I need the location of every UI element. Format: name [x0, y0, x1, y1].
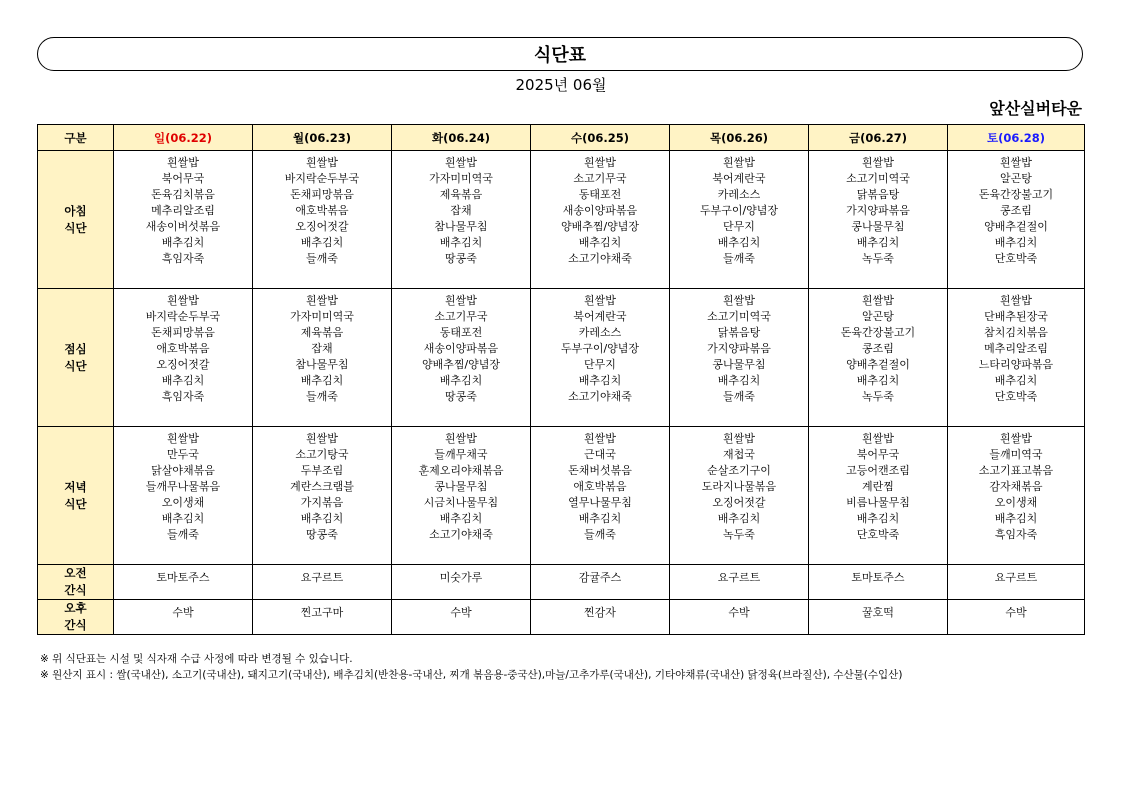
dish-item: 흰쌀밥: [167, 432, 199, 445]
dish-item: 가지볶음: [300, 496, 344, 509]
day-header-monday: 월(06.23): [253, 125, 392, 151]
dish-item: 콩조림: [1000, 204, 1032, 217]
snack-label-morning: [38, 565, 114, 600]
meal-label-text: 식단: [64, 358, 87, 373]
dish-item: 콩나물무침: [851, 220, 905, 233]
dish-item: 열무나물무침: [568, 496, 632, 509]
dish-item: 흰쌀밥: [723, 156, 755, 169]
dish-item: 두부구이/양념장: [699, 204, 779, 217]
dish-item: 단호박죽: [994, 252, 1038, 265]
snack-cell: 요구르트: [948, 565, 1085, 600]
dish-item: 흰쌀밥: [862, 432, 894, 445]
dish-item: 소고기미역국: [707, 310, 771, 323]
snack-cell: 미숫가루: [392, 565, 531, 600]
dish-item: 두부구이/양념장: [560, 342, 640, 355]
menu-cell: [670, 289, 809, 427]
menu-cell: [809, 289, 948, 427]
dish-item: 땅콩죽: [445, 252, 477, 265]
menu-cell: [392, 289, 531, 427]
dish-item: 배추김치: [439, 512, 483, 525]
dish-item: 느타리양파볶음: [978, 358, 1054, 371]
meal-label-text: 아침: [64, 203, 87, 218]
snack-cell: 찐감자: [531, 600, 670, 635]
dish-item: 녹두죽: [862, 390, 894, 403]
dish-item: 도라지나물볶음: [701, 480, 777, 493]
meal-label-lunch: [38, 289, 114, 427]
dish-item: 흰쌀밥: [862, 156, 894, 169]
dish-item: 흰쌀밥: [167, 294, 199, 307]
dish-item: 흰쌀밥: [306, 156, 338, 169]
dish-item: 메추리알조림: [151, 204, 215, 217]
dish-item: 계란찜: [862, 480, 894, 493]
menu-cell: [253, 151, 392, 289]
day-header-thursday: 목(06.26): [670, 125, 809, 151]
dish-item: 배추김치: [994, 512, 1038, 525]
meal-label-breakfast: [38, 151, 114, 289]
dish-item: 단호박죽: [994, 390, 1038, 403]
menu-cell: [948, 289, 1085, 427]
dish-item: 순살조기구이: [707, 464, 771, 477]
dish-item: 북어계란국: [573, 310, 627, 323]
dish-item: 흑임자죽: [161, 390, 205, 403]
dish-item: 양배추겉절이: [846, 358, 910, 371]
menu-cell: [670, 151, 809, 289]
dish-item: 흰쌀밥: [1000, 294, 1032, 307]
dish-item: 양배추찜/양념장: [560, 220, 640, 233]
dish-item: 배추김치: [161, 236, 205, 249]
dish-item: 북어계란국: [712, 172, 766, 185]
meal-row-lunch: [38, 289, 1085, 427]
dish-item: 시금치나물무침: [423, 496, 499, 509]
dish-item: 알곤탕: [1000, 172, 1032, 185]
dish-item: 양배추겉절이: [984, 220, 1048, 233]
menu-cell: [531, 289, 670, 427]
dish-item: 배추김치: [578, 236, 622, 249]
snack-cell: 찐고구마: [253, 600, 392, 635]
dish-item: 감자채볶음: [989, 480, 1043, 493]
dish-item: 가자미미역국: [290, 310, 354, 323]
dish-item: 제육볶음: [300, 326, 344, 339]
snack-cell: 수박: [948, 600, 1085, 635]
dish-item: 단무지: [723, 220, 755, 233]
dish-item: 흰쌀밥: [445, 432, 477, 445]
weekly-menu-table: [37, 124, 1085, 635]
dish-item: 콩나물무침: [712, 358, 766, 371]
dish-item: 오징어젓갈: [295, 220, 349, 233]
dish-item: 가지양파볶음: [846, 204, 910, 217]
snack-row-afternoon: [38, 600, 1085, 635]
meal-row-breakfast: [38, 151, 1085, 289]
dish-item: 흰쌀밥: [723, 432, 755, 445]
snack-row-morning: [38, 565, 1085, 600]
menu-cell: [114, 151, 253, 289]
dish-item: 애호박볶음: [156, 342, 210, 355]
dish-item: 오징어젓갈: [156, 358, 210, 371]
dish-item: 들깨무채국: [434, 448, 488, 461]
dish-item: 땅콩죽: [445, 390, 477, 403]
dish-item: 흰쌀밥: [306, 432, 338, 445]
dish-item: 배추김치: [439, 374, 483, 387]
dish-item: 들깨죽: [723, 390, 755, 403]
dish-item: 배추김치: [994, 374, 1038, 387]
dish-item: 돈육김치볶음: [151, 188, 215, 201]
header-row: [38, 125, 1085, 151]
dish-item: 카레소스: [578, 326, 622, 339]
dish-item: 배추김치: [717, 236, 761, 249]
dish-item: 배추김치: [994, 236, 1038, 249]
dish-item: 들깨죽: [167, 528, 199, 541]
dish-item: 애호박볶음: [573, 480, 627, 493]
menu-cell: [392, 427, 531, 565]
dish-item: 흰쌀밥: [306, 294, 338, 307]
dish-item: 들깨죽: [306, 390, 338, 403]
page-title: 식단표: [533, 45, 587, 66]
menu-cell: [670, 427, 809, 565]
meal-label-text: 점심: [64, 341, 87, 356]
day-header-friday: 금(06.27): [809, 125, 948, 151]
dish-item: 들깨죽: [584, 528, 616, 541]
dish-item: 땅콩죽: [306, 528, 338, 541]
day-header-sunday: 일(06.22): [114, 125, 253, 151]
dish-item: 동태포전: [439, 326, 483, 339]
snack-label-text: 간식: [64, 583, 87, 597]
menu-cell: [531, 151, 670, 289]
snack-cell: 요구르트: [670, 565, 809, 600]
facility-name: 앞산실버타운: [989, 99, 1082, 118]
dish-item: 들깨죽: [723, 252, 755, 265]
meal-label-dinner: [38, 427, 114, 565]
snack-label-text: 오후: [64, 601, 87, 615]
dish-item: 배추김치: [856, 236, 900, 249]
snack-cell: 토마토주스: [809, 565, 948, 600]
dish-item: 재첩국: [723, 448, 755, 461]
meal-label-text: 식단: [64, 220, 87, 235]
dish-item: 들깨죽: [306, 252, 338, 265]
dish-item: 흰쌀밥: [584, 432, 616, 445]
dish-item: 돈육간장불고기: [978, 188, 1054, 201]
dish-item: 돈채피망볶음: [290, 188, 354, 201]
dish-item: 배추김치: [717, 512, 761, 525]
dish-item: 흰쌀밥: [1000, 156, 1032, 169]
dish-item: 알곤탕: [862, 310, 894, 323]
dish-item: 배추김치: [161, 374, 205, 387]
dish-item: 오이생채: [994, 496, 1038, 509]
dish-item: 애호박볶음: [295, 204, 349, 217]
dish-item: 흑임자죽: [994, 528, 1038, 541]
dish-item: 배추김치: [717, 374, 761, 387]
dish-item: 닭볶음탕: [856, 188, 900, 201]
dish-item: 소고기미역국: [846, 172, 910, 185]
dish-item: 흑임자죽: [161, 252, 205, 265]
snack-label-text: 오전: [64, 566, 87, 580]
dish-item: 새송이버섯볶음: [145, 220, 221, 233]
dish-item: 제육볶음: [439, 188, 483, 201]
dish-item: 오징어젓갈: [712, 496, 766, 509]
dish-item: 두부조림: [300, 464, 344, 477]
snack-cell: 토마토주스: [114, 565, 253, 600]
menu-cell: [948, 427, 1085, 565]
dish-item: 근대국: [584, 448, 616, 461]
dish-item: 바지락순두부국: [145, 310, 221, 323]
dish-item: 배추김치: [578, 374, 622, 387]
dish-item: 소고기표고볶음: [978, 464, 1054, 477]
dish-item: 흰쌀밥: [584, 156, 616, 169]
day-header-wednesday: 수(06.25): [531, 125, 670, 151]
dish-item: 흰쌀밥: [167, 156, 199, 169]
dish-item: 배추김치: [439, 236, 483, 249]
dish-item: 잡채: [450, 204, 472, 217]
dish-item: 동태포전: [578, 188, 622, 201]
notes: [40, 651, 902, 683]
dish-item: 흰쌀밥: [445, 294, 477, 307]
snack-cell: 수박: [392, 600, 531, 635]
menu-cell: [392, 151, 531, 289]
menu-cell: [809, 427, 948, 565]
dish-item: 소고기야채죽: [568, 252, 632, 265]
dish-item: 흰쌀밥: [723, 294, 755, 307]
dish-item: 배추김치: [161, 512, 205, 525]
menu-cell: [253, 289, 392, 427]
dish-item: 녹두죽: [862, 252, 894, 265]
dish-item: 계란스크램블: [290, 480, 354, 493]
dish-item: 배추김치: [300, 374, 344, 387]
corner-label: 구분: [38, 125, 114, 151]
dish-item: 참나물무침: [295, 358, 349, 371]
snack-label-afternoon: [38, 600, 114, 635]
menu-cell: [531, 427, 670, 565]
dish-item: 새송이양파볶음: [562, 204, 638, 217]
dish-item: 단무지: [584, 358, 616, 371]
dish-item: 배추김치: [856, 374, 900, 387]
dish-item: 훈제오리야채볶음: [418, 464, 504, 477]
dish-item: 만두국: [167, 448, 199, 461]
dish-item: 배추김치: [300, 236, 344, 249]
dish-item: 흰쌀밥: [445, 156, 477, 169]
dish-item: 단호박죽: [856, 528, 900, 541]
snack-cell: 꿀호떡: [809, 600, 948, 635]
dish-item: 가자미미역국: [429, 172, 493, 185]
meal-label-text: 식단: [64, 496, 87, 511]
meal-row-dinner: [38, 427, 1085, 565]
dish-item: 흰쌀밥: [584, 294, 616, 307]
dish-item: 고등어캔조림: [846, 464, 910, 477]
dish-item: 북어무국: [161, 172, 205, 185]
dish-item: 양배추찜/양념장: [421, 358, 501, 371]
snack-cell: 요구르트: [253, 565, 392, 600]
dish-item: 콩조림: [862, 342, 894, 355]
menu-cell: [948, 151, 1085, 289]
dish-item: 돈채피망볶음: [151, 326, 215, 339]
dish-item: 콩나물무침: [434, 480, 488, 493]
dish-item: 돈채버섯볶음: [568, 464, 632, 477]
notice-change: ※ 위 식단표는 시설 및 식자재 수급 사정에 따라 변경될 수 있습니다.: [40, 653, 353, 665]
dish-item: 소고기야채죽: [429, 528, 493, 541]
dish-item: 소고기무국: [573, 172, 627, 185]
dish-item: 참치김치볶음: [984, 326, 1048, 339]
dish-item: 오이생채: [161, 496, 205, 509]
dish-item: 돈육간장불고기: [840, 326, 916, 339]
dish-item: 흰쌀밥: [1000, 432, 1032, 445]
menu-cell: [114, 289, 253, 427]
dish-item: 잡채: [311, 342, 333, 355]
menu-period: 2025년 06월: [515, 76, 607, 94]
dish-item: 카레소스: [717, 188, 761, 201]
snack-cell: 감귤주스: [531, 565, 670, 600]
dish-item: 단배추된장국: [984, 310, 1048, 323]
menu-cell: [114, 427, 253, 565]
dish-item: 닭볶음탕: [717, 326, 761, 339]
dish-item: 가지양파볶음: [707, 342, 771, 355]
dish-item: 배추김치: [300, 512, 344, 525]
notice-origin: ※ 원산지 표시 : 쌀(국내산), 소고기(국내산), 돼지고기(국내산), 배추김치(반찬용-국내산, 찌개 볶음용-중국산),마늘/고추가루(국내산), 기타야채류(국내산) 닭정육(브라질산), 수산물(수입산): [40, 669, 903, 681]
dish-item: 메추리알조림: [984, 342, 1048, 355]
snack-label-text: 간식: [64, 618, 87, 632]
dish-item: 들깨미역국: [989, 448, 1043, 461]
meal-label-text: 저녁: [64, 479, 87, 494]
dish-item: 새송이양파볶음: [423, 342, 499, 355]
dish-item: 바지락순두부국: [284, 172, 360, 185]
snack-cell: 수박: [114, 600, 253, 635]
dish-item: 참나물무침: [434, 220, 488, 233]
dish-item: 소고기탕국: [295, 448, 349, 461]
snack-cell: 수박: [670, 600, 809, 635]
dish-item: 닭살야채볶음: [151, 464, 215, 477]
dish-item: 녹두죽: [723, 528, 755, 541]
dish-item: 배추김치: [856, 512, 900, 525]
dish-item: 들깨무나물볶음: [145, 480, 221, 493]
dish-item: 비름나물무침: [846, 496, 910, 509]
day-header-tuesday: 화(06.24): [392, 125, 531, 151]
dish-item: 북어무국: [856, 448, 900, 461]
menu-cell: [809, 151, 948, 289]
dish-item: 소고기무국: [434, 310, 488, 323]
menu-cell: [253, 427, 392, 565]
title-banner: [37, 37, 1083, 71]
dish-item: 배추김치: [578, 512, 622, 525]
dish-item: 소고기야채죽: [568, 390, 632, 403]
dish-item: 흰쌀밥: [862, 294, 894, 307]
day-header-saturday: 토(06.28): [948, 125, 1085, 151]
